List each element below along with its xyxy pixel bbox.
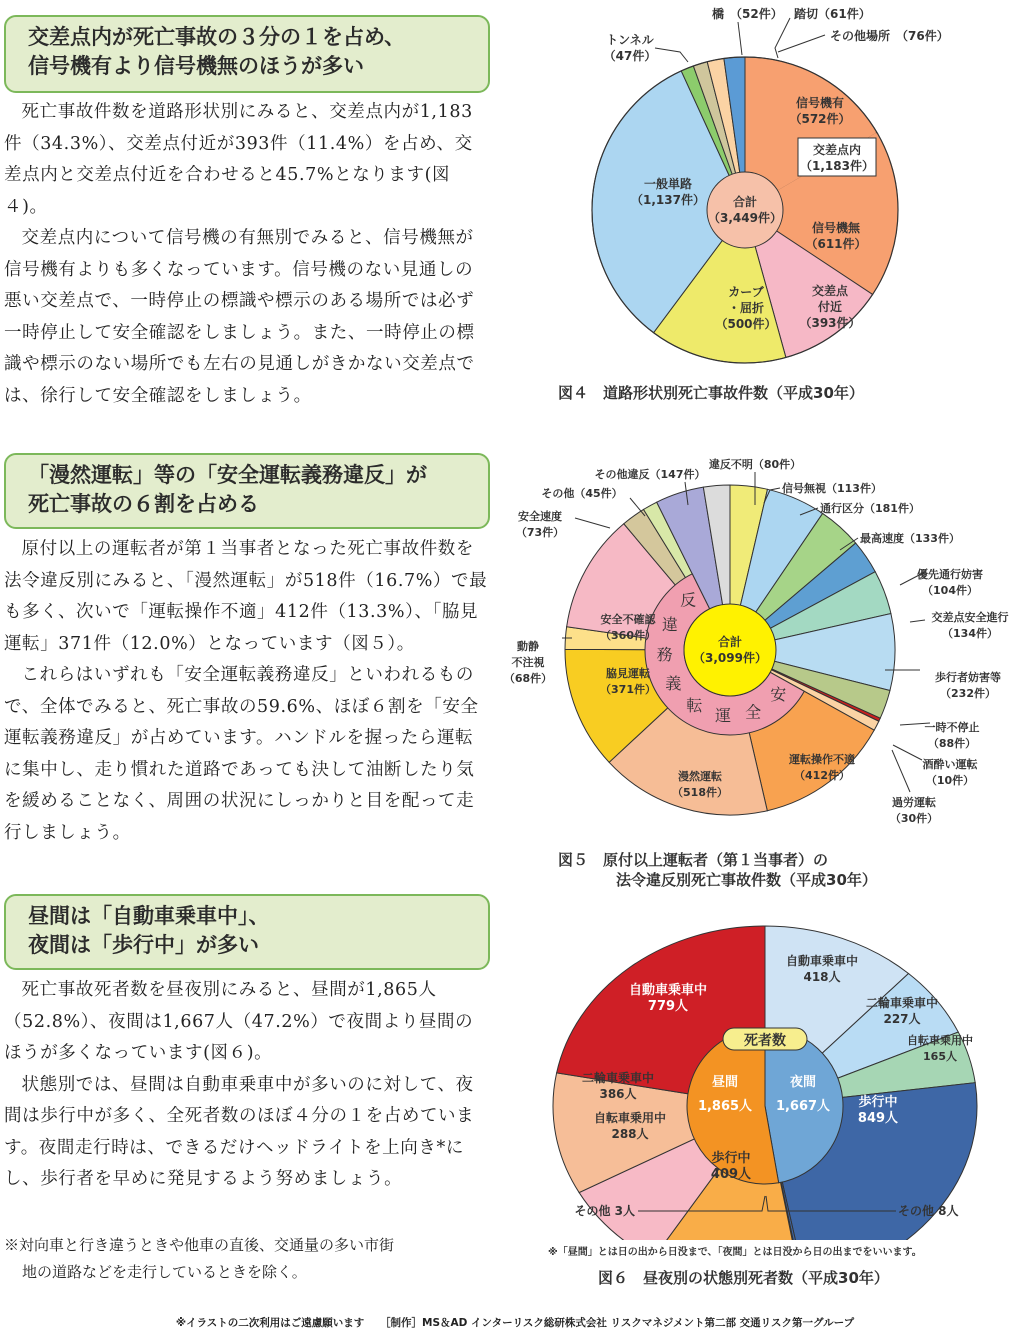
label-signal-no: （611件） (805, 237, 867, 251)
section2-body (4, 534, 490, 849)
center-circle (684, 604, 776, 696)
section2-heading-line1: 「漫然運転」等の「安全運転義務違反」が (28, 463, 427, 487)
label-drunk: 酒酔い運転 (922, 758, 978, 771)
section1-body (4, 97, 490, 412)
label-improper-op: （412件） (794, 769, 850, 782)
label-day-bike: 386人 (599, 1087, 637, 1101)
label-inattention: （371件） (600, 683, 656, 696)
label-careless: （518件） (672, 786, 728, 799)
note-line2: 地の道路などを走行しているときを除く。 (22, 1263, 307, 1281)
label-ordinary-road: （1,137件） (631, 193, 705, 207)
label-night-walk: 歩行中 (858, 1095, 898, 1110)
label-fatigue: （30件） (889, 812, 939, 825)
label-curve: ・屈折 (727, 301, 765, 315)
label-inattention: 脇見運転 (606, 667, 650, 680)
leader-line (655, 48, 688, 62)
figure4-caption: 図４ 道路形状別死亡事故件数（平成30年） (558, 384, 864, 402)
center-label: （3,449件） (708, 211, 782, 225)
label-tunnel: トンネル (606, 33, 654, 47)
label-speed: 最高速度（133件） (860, 532, 960, 545)
label-night-bike: 227人 (883, 1012, 921, 1026)
group-label-intersection: （1,183件） (800, 159, 874, 173)
figure5-caption-line1: 図５ 原付以上運転者（第１当事者）の (558, 851, 829, 869)
leader-line (892, 750, 910, 792)
label-pedestrian: （232件） (940, 687, 996, 700)
section2-heading-line2: 死亡事故の６割を占める (28, 492, 259, 516)
center-label: 合計 (732, 195, 758, 209)
label-night-bike: 二輪車乗車中 (865, 996, 939, 1010)
label-motion-watch: 不注視 (511, 656, 545, 669)
inner-ring-char: 全 (745, 702, 762, 722)
label-motion-watch: 動静 (517, 640, 539, 653)
label-careless: 漫然運転 (678, 770, 722, 783)
inner-ring-char: 反 (680, 590, 697, 610)
section1-heading (4, 15, 490, 93)
label-signal-ignore: 信号無視（113件） (782, 482, 882, 495)
label-motion-watch: （68件） (503, 672, 553, 685)
inner-label-day: 1,865人 (697, 1099, 753, 1114)
label-signal-yes: （572件） (789, 112, 851, 126)
inner-ring-char: 違 (661, 614, 678, 634)
label-priority: （104件） (922, 584, 978, 597)
section3-heading-line2: 夜間は「歩行中」が多い (28, 933, 259, 957)
section3-heading (4, 894, 490, 970)
leader-line (893, 745, 922, 760)
label-night-car: 自動車乗車中 (785, 954, 859, 968)
figure4-pie-chart (540, 0, 1000, 370)
leader-line (738, 22, 742, 55)
figure6-caption: 図６ 昼夜別の状態別死者数（平成30年） (598, 1269, 889, 1287)
inner-ring-char: 務 (656, 644, 673, 664)
label-intersection-safe: （134件） (942, 627, 998, 640)
section1-paragraph: 死亡事故件数を道路形状別にみると、交差点内が1,183件（34.3%）、交差点付近が393件（11.4%）を占め、交差点内と交差点付近を合わせると45.7%となります(図４)。 (4, 102, 473, 217)
label-night-bicycle: 165人 (923, 1050, 957, 1063)
section1-heading-line1: 交差点内が死亡事故の３分の１を占め、 (28, 25, 406, 49)
leader-line (910, 620, 925, 622)
label-night-car: 418人 (803, 970, 841, 984)
inner-label-day: 昼間 (711, 1075, 739, 1090)
label-no-stop: 一時不停止 (924, 721, 980, 734)
section2-paragraph: 原付以上の運転者が第１当事者となった死亡事故件数を法令違反別にみると、「漫然運転」が518件（16.7%）で最も多く、次いで「運転操作不適」412件（13.3%）、「脇見運転」371件（12.0%）となっています（図５）。 (4, 539, 488, 654)
section3-paragraph: 死亡事故死者数を昼夜別にみると、昼間が1,865人（52.8%）、夜間は1,667人（47.2%）で夜間より昼間のほうが多くなっています(図６)。 (4, 980, 474, 1063)
section3-note (4, 1232, 494, 1286)
label-night-bicycle: 自転車乗用中 (907, 1034, 973, 1047)
label-night-other: その他 8人 (898, 1204, 959, 1218)
label-no-stop: （88件） (927, 737, 977, 750)
section1-paragraph: 交差点内について信号機の有無別でみると、信号機無が信号機有よりも多くなっています。信号機のない見通しの悪い交差点で、一時停止の標識や標示のある場所では必ず一時停止して安全確認をしましょう。また、一時停止の標識や標示のない場所でも左右の見通しがきかない交差点では、徐行して安全確認をしましょう。 (4, 228, 475, 406)
label-safe-speed: 安全速度 (518, 510, 562, 523)
label-day-bike: 二輪車乗車中 (581, 1071, 655, 1085)
leader-line (775, 18, 790, 58)
inner-label-night: 夜間 (789, 1075, 817, 1090)
inner-ring-char: 義 (665, 673, 682, 693)
label-other-violation: その他違反（147件） (594, 468, 706, 481)
label-crossing: 踏切（61件） (794, 7, 871, 21)
label-day-car: 779人 (647, 999, 689, 1014)
inner-label-night: 1,667人 (775, 1099, 831, 1114)
label-curve: カーブ (728, 285, 764, 299)
note-line1: ※対向車と行き違うときや他車の直後、交通量の多い市街 (4, 1236, 395, 1254)
label-unknown: 違反不明（80件） (708, 458, 802, 471)
label-intersection-safe: 交差点安全進行 (931, 611, 1009, 624)
label-lane: 通行区分（181件） (820, 502, 920, 515)
label-day-car: 自動車乗車中 (628, 983, 708, 998)
label-near-intersection: 付近 (817, 300, 843, 314)
section3-paragraph: 状態別では、昼間は自動車乗車中が多いのに対して、夜間は歩行中が多く、全死者数のほぼ４分の１を占めています。夜間走行時は、できるだけヘッドライトを上向き*にし、歩行者を早めに発見するよう努めましょう。 (4, 1074, 475, 1189)
figure6-note: ※「昼間」とは日の出から日没まで、「夜間」とは日没から日の出までをいいます。 (548, 1247, 922, 1258)
label-tunnel: （47件） (603, 49, 657, 63)
label-ordinary-road: 一般単路 (643, 177, 693, 191)
label-pedestrian: 歩行者妨害等 (935, 671, 1001, 684)
center-label: 合計 (717, 635, 743, 649)
label-improper-op: 運転操作不適 (789, 753, 855, 766)
center-label: （3,099件） (693, 651, 767, 665)
label-bridge: 橋 （52件） (712, 7, 783, 21)
label-day-other: その他 3人 (574, 1204, 635, 1218)
label-signal-no: 信号機無 (811, 221, 861, 235)
leader-line (575, 518, 610, 528)
center-label: 死者数 (744, 1033, 786, 1049)
leader-line (778, 35, 825, 52)
inner-ring-char: 安 (770, 685, 787, 705)
label-day-bicycle: 自転車乗用中 (593, 1111, 667, 1125)
section2-paragraph: これらはいずれも「安全運転義務違反」といわれるもので、全体でみると、死亡事故の59.6%、ほぼ６割を「安全運転義務違反」が占めています。ハンドルを握ったら運転に集中し、走り慣れた道路であっても決して油断したり気を緩めることなく、周囲の状況にしっかりと目を配って走行しましょう。 (4, 665, 479, 843)
label-drunk: （10件） (925, 774, 975, 787)
label-signal-yes: 信号機有 (795, 96, 845, 110)
figure5-caption (558, 850, 877, 890)
figure5-pie-chart (500, 440, 1030, 850)
label-night-walk: 849人 (857, 1111, 899, 1126)
label-day-walk: 409人 (710, 1167, 752, 1182)
inner-ring-char: 転 (686, 695, 703, 715)
label-fatigue: 過労運転 (892, 796, 936, 809)
center-circle (707, 172, 783, 248)
label-near-intersection: 交差点 (811, 284, 849, 298)
label-curve: （500件） (715, 317, 777, 331)
label-other-place: その他場所 （76件） (830, 29, 949, 43)
label-day-bicycle: 288人 (611, 1127, 649, 1141)
section2-heading (4, 453, 490, 529)
label-near-intersection: （393件） (799, 316, 861, 330)
figure5-caption-line2: 法令違反別死亡事故件数（平成30年） (616, 871, 877, 889)
group-label-intersection: 交差点内 (812, 143, 862, 157)
footer-credits: ※イラストの二次利用はご遠慮願います ［制作］MS＆AD インターリスク総研株式会社 リスクマネジメント第二部 交通リスク第一グループ (175, 1317, 855, 1329)
label-day-walk: 歩行中 (711, 1151, 751, 1166)
label-other: その他（45件） (541, 487, 623, 500)
label-priority: 優先通行妨害 (917, 568, 983, 581)
label-safety-check: 安全不確認 (600, 613, 656, 626)
section3-body (4, 975, 490, 1196)
section3-heading-line1: 昼間は「自動車乗車中」、 (28, 904, 270, 928)
label-safety-check: （360件） (600, 629, 656, 642)
section1-heading-line2: 信号機有より信号機無のほうが多い (28, 54, 364, 78)
inner-ring-char: 運 (715, 706, 732, 726)
figure6-pie-chart (540, 910, 1020, 1240)
label-safe-speed: （73件） (515, 526, 565, 539)
